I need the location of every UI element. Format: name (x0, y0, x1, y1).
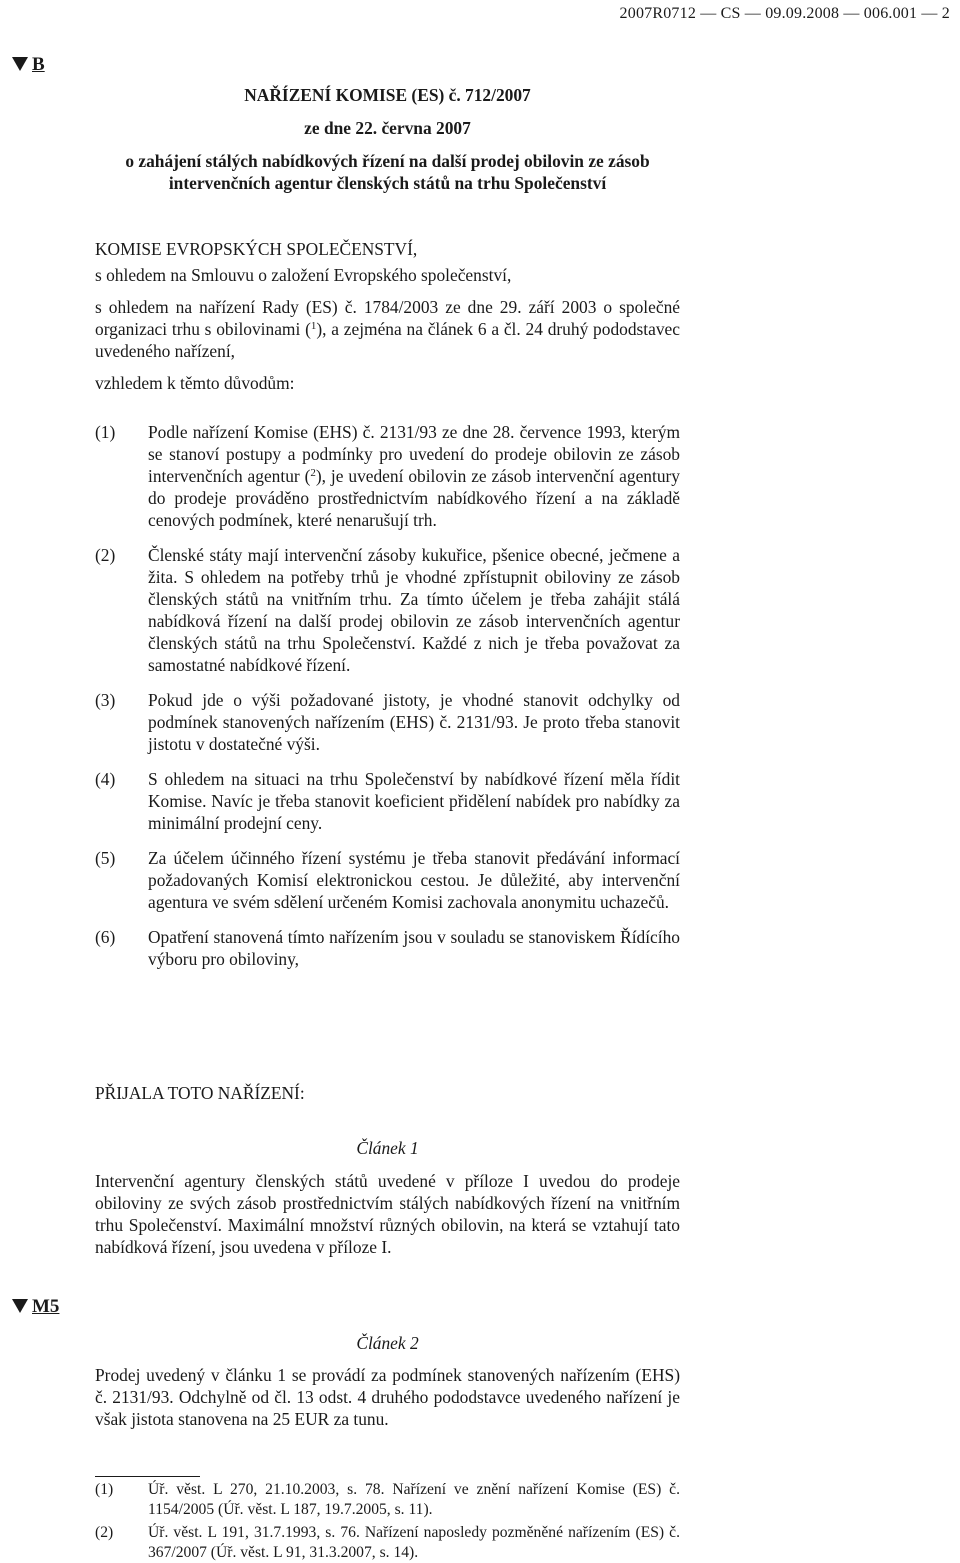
commission-line: KOMISE EVROPSKÝCH SPOLEČENSTVÍ, (95, 239, 418, 259)
footnote-divider (95, 1476, 200, 1477)
article-text: Prodej uvedený v článku 1 se provádí za podmínek stanovených nařízením (EHS) č. 2131/93. Odchylně od čl. 13 odst. 4 druhého pododstavce uvedeného nařízení je však jistota stanovena na 25 EUR za tunu. (95, 1365, 680, 1429)
regulation-reference: s ohledem na nařízení Rady (ES) č. 1784/2003 ze dne 29. září 2003 o společné organizaci trhu s obilovinami ($^1$), a zejména na článek 6 a čl. 24 druhý pododstavec uvedeného nařízení, (95, 297, 680, 361)
recital: (4) S ohledem na situaci na trhu Společenství by nabídkové řízení měla řídit Komise. Navíc je třeba stanovit koeficient přidělení nabídek pro nabídky za minimální prodejní ceny. (95, 769, 680, 833)
amendment-marker-m5 (12, 1296, 59, 1318)
triangle-down-icon (12, 57, 28, 71)
recital: (1) Podle nařízení Komise (EHS) č. 2131/93 ze dne 28. července 1993, kterým se stanoví postupy a podmínky pro uvedení do prodeje obilovin ze zásob intervenčních agentur ($^2$), je uvedení obilovin ze zásob intervenční agentury do prodeje prováděno prostřednictvím nabídkového řízení a na základě cenových podmínek, které nenarušují trh. (95, 422, 680, 530)
regulation-date: ze dne 22. června 2007 (304, 118, 471, 138)
adopted-line: PŘIJALA TOTO NAŘÍZENÍ: (95, 1083, 305, 1103)
footnote-ref[interactable]: 1 (310, 320, 317, 332)
marker-code: M5 (32, 1296, 60, 1317)
article-2 (95, 1332, 680, 1430)
recital: (5) Za účelem účinného řízení systému je třeba stanovit předávání informací požadovaných Komisí elektronickou cestou. Je důležité, aby intervenční agentura ve svém sdělení určeném Komisi zachovala anonymitu uchazečů. (95, 848, 680, 912)
document-header: 2007R0712 — CS — 09.09.2008 — 006.001 — 2 (619, 5, 950, 22)
whereas-line: vzhledem k těmto důvodům: (95, 373, 295, 393)
regulation-subject: o zahájení stálých nabídkových řízení na další prodej obilovin ze zásob intervenčních agentur členských států na trhu Společenství (125, 151, 650, 193)
article-text: Intervenční agentury členských států uvedené v příloze I uvedou do prodeje obiloviny ze svých zásob prostřednictvím stálých nabídkových řízení na vnitřním trhu Společenství. Maximální množství různých obilovin, na která se vztahují tato nabídková řízení, jsou uvedena v příloze I. (95, 1171, 680, 1257)
marker-code: B (32, 54, 45, 75)
document-title (95, 84, 680, 194)
preamble (95, 238, 680, 394)
footnote: (2) Úř. věst. L 191, 31.7.1993, s. 76. Nařízení naposledy pozměněné nařízením (ES) č. 367/2007 (Úř. věst. L 91, 31.3.2007, s. 14). (95, 1524, 680, 1561)
article-heading: Článek 1 (356, 1138, 419, 1158)
recital: (3) Pokud jde o výši požadované jistoty, je vhodné stanovit odchylky od podmínek stanovených nařízením (EHS) č. 2131/93. Je proto třeba stanovit jistotu v dostatečné výši. (95, 690, 680, 754)
footnotes (95, 1476, 680, 1563)
article-1 (95, 1137, 680, 1258)
amendment-marker-b (12, 54, 45, 76)
footnote: (1) Úř. věst. L 270, 21.10.2003, s. 78. Nařízení ve znění nařízení Komise (ES) č. 1154/2005 (Úř. věst. L 187, 19.7.2005, s. 11). (95, 1481, 680, 1518)
recitals-list (95, 421, 680, 970)
footnote-ref[interactable]: 2 (310, 467, 316, 479)
recital: (6) Opatření stanovená tímto nařízením jsou v souladu se stanoviskem Řídícího výboru pro obiloviny, (95, 927, 680, 969)
regulation-number: NAŘÍZENÍ KOMISE (ES) č. 712/2007 (244, 85, 531, 105)
article-heading: Článek 2 (356, 1333, 419, 1353)
treaty-line: s ohledem na Smlouvu o založení Evropského společenství, (95, 265, 512, 285)
recital: (2) Členské státy mají intervenční zásoby kukuřice, pšenice obecné, ječmene a žita. S ohledem na potřeby trhů je vhodné zpřístupnit obiloviny ze zásob členských států na vnitřním trhu. Za tímto účelem je třeba zahájit stálá nabídková řízení na další prodej obilovin ze zásob intervenčních agentur členských států na trhu Společenství. Každé z nich je třeba považovat za samostatné nabídkové řízení. (95, 545, 680, 675)
triangle-down-icon (12, 1299, 28, 1313)
